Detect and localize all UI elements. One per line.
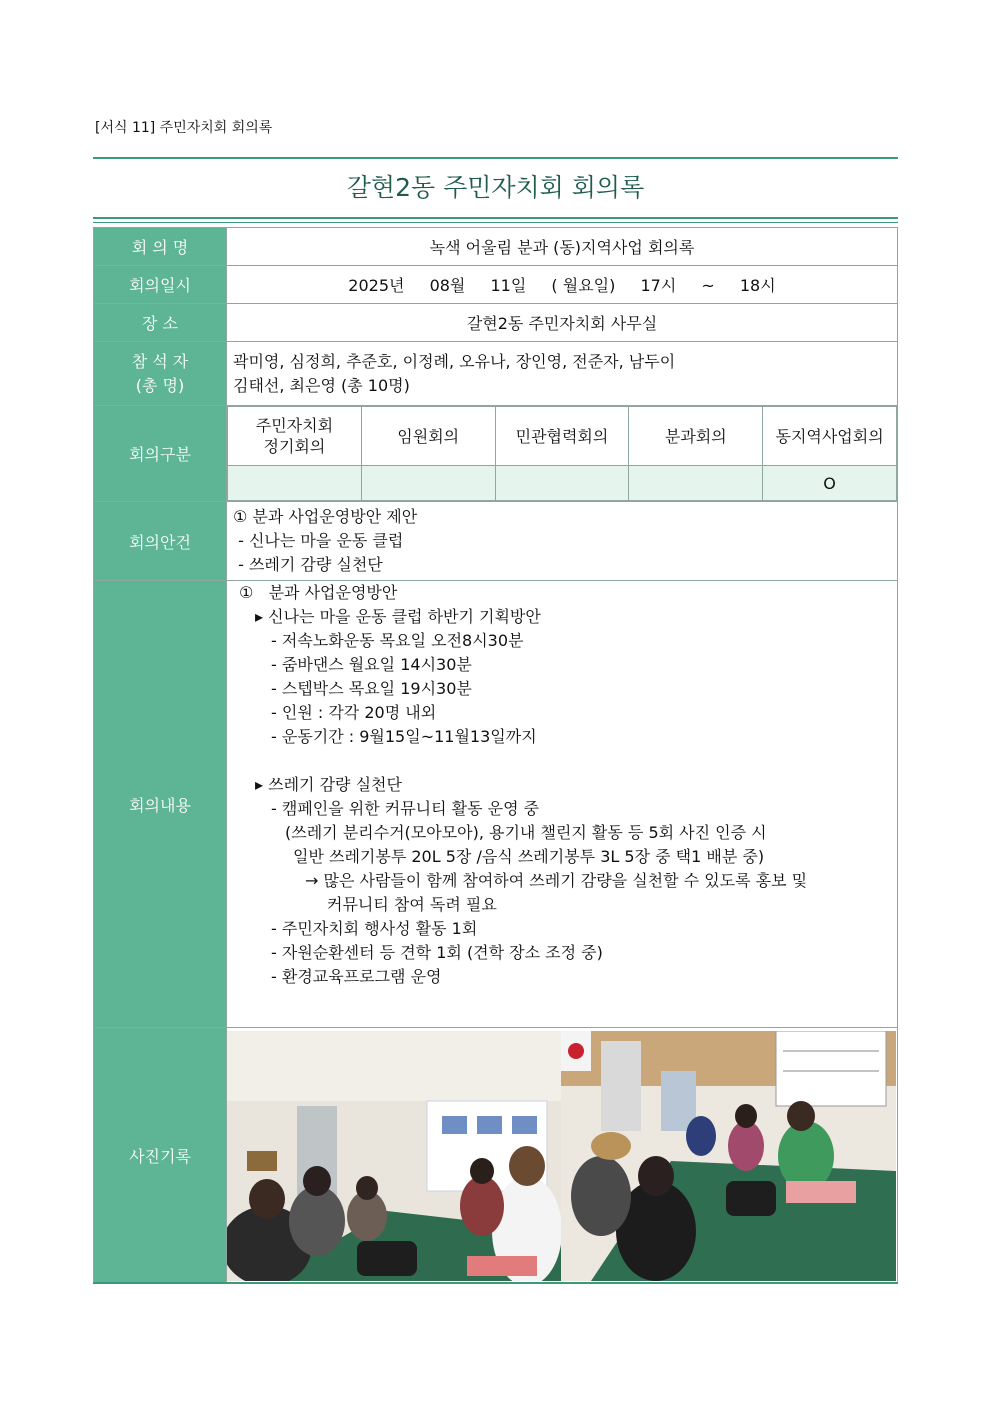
- label-meeting-name: 회 의 명: [94, 228, 227, 266]
- content-line: - 자원순환센터 등 견학 1회 (견학 장소 조정 중): [271, 943, 603, 962]
- label-date: 회의일시: [94, 266, 227, 304]
- date-start: 17시: [640, 276, 677, 295]
- date-tilde: ~: [701, 276, 715, 295]
- category-cell: [227, 406, 898, 502]
- content-line: - 스텝박스 목요일 19시30분: [271, 679, 472, 698]
- content-line: ▸ 신나는 마을 운동 클럽 하반기 기획방안: [255, 607, 541, 626]
- row-place: [94, 304, 898, 342]
- label-content: 회의내용: [94, 581, 227, 1028]
- category-public-private: 민관협력회의: [495, 407, 629, 466]
- row-meeting-name: [94, 228, 898, 266]
- label-place: 장 소: [94, 304, 227, 342]
- attendees-line1: 곽미영, 심정희, 추준호, 이정례, 오유나, 장인영, 전준자, 남두이: [233, 351, 676, 371]
- photos-cell: [227, 1028, 898, 1284]
- value-place: 갈현2동 주민자치회 사무실: [227, 304, 898, 342]
- content-line: - 운동기간 : 9월15일~11월13일까지: [271, 727, 537, 746]
- content-line: - 인원 : 각각 20명 내외: [271, 703, 437, 722]
- agenda-line: - 신나는 마을 운동 클럽: [233, 531, 404, 550]
- row-category: [94, 406, 898, 502]
- category-mark: [629, 466, 763, 501]
- value-content: [227, 581, 898, 1028]
- category-local-project: 동지역사업회의: [763, 407, 897, 466]
- value-meeting-name: 녹색 어울림 분과 (동)지역사업 회의록: [227, 228, 898, 266]
- meeting-photo-2: [561, 1031, 896, 1281]
- category-header-row: [228, 407, 897, 466]
- category-regular-line2: 정기회의: [263, 437, 326, 456]
- category-regular-line1: 주민자치회: [255, 416, 334, 435]
- value-agenda: [227, 502, 898, 581]
- row-date: [94, 266, 898, 304]
- label-photos: 사진기록: [94, 1028, 227, 1284]
- label-category: 회의구분: [94, 406, 227, 502]
- document-title: 갈현2동 주민자치회 회의록: [346, 173, 645, 202]
- title-box: [93, 157, 898, 219]
- meeting-photo-1: [227, 1031, 561, 1281]
- bottom-rule: [93, 1282, 898, 1284]
- content-line: - 캠페인을 위한 커뮤니티 활동 운영 중: [271, 799, 540, 818]
- category-mark: [361, 466, 495, 501]
- minutes-table: [93, 227, 898, 1284]
- agenda-line: - 쓰레기 감량 실천단: [233, 555, 383, 574]
- row-photos: [94, 1028, 898, 1284]
- blank-line: [233, 749, 891, 773]
- row-agenda: [94, 502, 898, 581]
- attendees-line2: 김태선, 최은영 (총 10명): [233, 375, 410, 395]
- label-attendees: [94, 342, 227, 406]
- content-line: - 줌바댄스 월요일 14시30분: [271, 655, 472, 674]
- date-month: 08월: [429, 276, 466, 295]
- category-mark: O: [763, 466, 897, 501]
- date-year: 2025년: [348, 276, 405, 295]
- label-attendees-line1: 참 석 자: [131, 351, 189, 371]
- date-weekday: ( 월요일): [551, 276, 616, 295]
- label-attendees-line2: (총 명): [135, 375, 185, 395]
- content-line: 일반 쓰레기봉투 20L 5장 /음식 쓰레기봉투 3L 5장 중 택1 배분 중): [293, 847, 765, 866]
- row-attendees: [94, 342, 898, 406]
- content-line: - 주민자치회 행사성 활동 1회: [271, 919, 478, 938]
- content-line: ① 분과 사업운영방안: [239, 583, 398, 602]
- content-line: → 많은 사람들이 함께 참여하여 쓰레기 감량을 실천할 수 있도록 홍보 및: [305, 871, 808, 890]
- form-number-label: [서식 11] 주민자치회 회의록: [95, 120, 273, 136]
- category-mark: [495, 466, 629, 501]
- content-line: ▸ 쓰레기 감량 실천단: [255, 775, 402, 794]
- date-end: 18시: [739, 276, 776, 295]
- content-line: (쓰레기 분리수거(모아모아), 용기내 챌린지 활동 등 5회 사진 인증 시: [285, 823, 767, 842]
- content-line: - 저속노화운동 목요일 오전8시30분: [271, 631, 524, 650]
- date-day: 11일: [490, 276, 527, 295]
- value-attendees: [227, 342, 898, 406]
- value-date: [227, 266, 898, 304]
- row-content: [94, 581, 898, 1028]
- category-table: [227, 406, 897, 501]
- content-line: 커뮤니티 참여 독려 필요: [327, 895, 497, 914]
- category-mark-row: [228, 466, 897, 501]
- label-agenda: 회의안건: [94, 502, 227, 581]
- agenda-line: ① 분과 사업운영방안 제안: [233, 507, 418, 526]
- category-subcommittee: 분과회의: [629, 407, 763, 466]
- category-regular: [228, 407, 362, 466]
- content-line: - 환경교육프로그램 운영: [271, 967, 442, 986]
- category-executive: 임원회의: [361, 407, 495, 466]
- category-mark: [228, 466, 362, 501]
